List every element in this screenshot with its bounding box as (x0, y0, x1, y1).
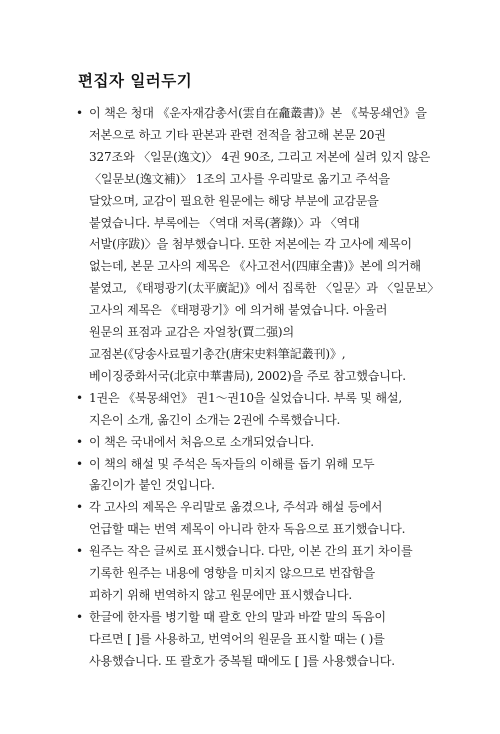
bullet-point: • (76, 106, 83, 120)
note-text-line: 327조와 〈일문(逸文)〉 4권 90조, 그리고 저본에 실려 있지 않은 (89, 149, 431, 164)
note-text-line: 서발(序跋)〉을 첨부했습니다. 또한 저본에는 각 고사에 제목이 (89, 237, 412, 252)
bullet-point: • (76, 434, 83, 449)
bullet-point: • (76, 390, 83, 405)
editorial-notes-list (76, 103, 440, 673)
bullet-point: • (76, 544, 83, 559)
note-text-line: 각 고사의 제목은 우리말로 옮겼으나, 주석과 해설 등에서 (89, 500, 383, 515)
note-text-line: 이 책은 청대 《운자재감총서(雲自在龕叢書)》본 《북몽쇄언》을 (89, 106, 427, 120)
note-text-line: 다르면 [ ]를 사용하고, 번역어의 원문을 표시할 때는 ( )를 (89, 631, 385, 646)
editorial-note (76, 103, 440, 388)
note-text-line: 언급할 때는 번역 제목이 아니라 한자 독음으로 표기했습니다. (89, 522, 406, 537)
note-text-line: 한글에 한자를 병기할 때 괄호 안의 말과 바깥 말의 독음이 (89, 609, 386, 624)
editorial-note (76, 454, 431, 498)
note-text-line: 저본으로 하고 기타 판본과 관련 전적을 참고해 본문 20권 (89, 127, 386, 142)
bullet-point: • (76, 609, 83, 624)
editorial-note (76, 388, 431, 432)
editorial-note (76, 432, 431, 454)
note-text-line: 지은이 소개, 옮긴이 소개는 2권에 수록했습니다. (89, 412, 341, 427)
bullet-point: • (76, 500, 83, 515)
editorial-note (76, 607, 431, 673)
bullet-point: • (76, 456, 83, 471)
note-text-line: 1권은 《북몽쇄언》 권1～권10을 실었습니다. 부록 및 해설, (89, 390, 402, 405)
note-text-line: 없는데, 본문 고사의 제목은 《사고전서(四庫全書)》본에 의거해 (89, 259, 421, 274)
note-text-line: 사용했습니다. 또 괄호가 중복될 때에도 [ ]를 사용했습니다. (89, 653, 395, 668)
note-text-line: 베이징중화서국(北京中華書局), 2002)을 주로 참고했습니다. (89, 368, 406, 383)
note-text-line: 붙였고, 《태평광기(太平廣記)》에서 집록한 〈일문〉과 〈일문보〉 (89, 281, 440, 296)
note-text-line: 이 책의 해설 및 주석은 독자들의 이해를 돕기 위해 모두 (89, 456, 375, 471)
note-text-line: 옮긴이가 붙인 것입니다. (89, 478, 215, 493)
note-text-line: 교점본(《당송사료필기총간(唐宋史料筆記叢刊)》, (89, 346, 346, 361)
note-text-line: 고사의 제목은 《태평광기》에 의거해 붙였습니다. 아울러 (89, 303, 388, 318)
page-title: 편집자 일러두기 (78, 72, 193, 90)
note-text-line: 붙였습니다. 부록에는 〈역대 저록(著錄)〉과 〈역대 (89, 215, 360, 230)
editorial-note (76, 497, 431, 541)
note-text-line: 이 책은 국내에서 처음으로 소개되었습니다. (89, 434, 314, 449)
note-text-line: 원문의 표점과 교감은 자얼창(賈二强)의 (89, 325, 294, 340)
note-text-line: 피하기 위해 번역하지 않고 원문에만 표시했습니다. (89, 587, 352, 602)
note-text-line: 기록한 원주는 내용에 영향을 미치지 않으므로 번잡함을 (89, 566, 375, 581)
note-text-line: 〈일문보(逸文補)〉 1조의 고사를 우리말로 옮기고 주석을 (89, 171, 390, 186)
note-text-line: 달았으며, 교감이 필요한 원문에는 해당 부분에 교감문을 (89, 193, 379, 208)
note-text-line: 원주는 작은 글씨로 표시했습니다. 다만, 이본 간의 표기 차이를 (89, 544, 413, 559)
editorial-note (76, 541, 431, 607)
